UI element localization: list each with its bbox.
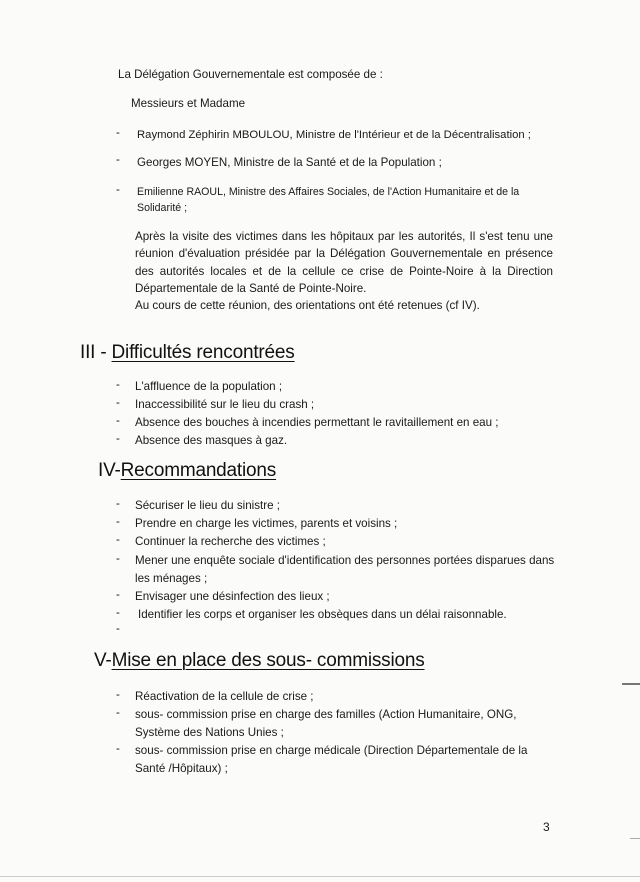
section-heading-recommandations <box>98 460 276 482</box>
list-bullet: - <box>116 688 120 701</box>
list-bullet: - <box>116 606 120 619</box>
list-item-text-line: sous- commission prise en charge médicale (Direction Départementale de la <box>135 744 528 757</box>
section-heading-difficultes <box>80 342 295 364</box>
paragraph-line: Départementale de la Santé de Pointe-Noire. <box>135 281 367 295</box>
list-bullet: - <box>116 126 120 139</box>
list-bullet: - <box>116 622 120 635</box>
list-item-text: Réactivation de la cellule de crise ; <box>135 690 314 703</box>
list-item-text: Absence des masques à gaz. <box>135 434 288 447</box>
list-item-text-line: Emilienne RAOUL, Ministre des Affaires Sociales, de l'Action Humanitaire et de la <box>137 186 520 198</box>
scan-edge-mark <box>630 838 640 839</box>
list-bullet: - <box>116 183 120 196</box>
paragraph-line: Au cours de cette réunion, des orientations ont été retenues (cf IV). <box>135 299 480 313</box>
list-item-text: Inaccessibilité sur le lieu du crash ; <box>135 398 315 411</box>
list-bullet: - <box>116 432 120 445</box>
section-heading-sous-commissions <box>94 650 425 672</box>
list-item-text-line: Solidarité ; <box>137 202 188 214</box>
scan-bottom-edge <box>0 876 640 877</box>
list-item-text: Georges MOYEN, Ministre de la Santé et de la Population ; <box>137 156 442 169</box>
section-title: Mise en place des sous- commissions <box>111 650 425 671</box>
section-title: Recommandations <box>120 460 277 481</box>
list-bullet: - <box>116 497 120 510</box>
list-item-text: Continuer la recherche des victimes ; <box>135 535 326 548</box>
visit-paragraph <box>135 228 553 314</box>
list-item-text: Absence des bouches à incendies permettant le ravitaillement en eau ; <box>135 416 499 429</box>
paragraph-line: des autorités locales et de la cellule ce crise de Pointe-Noire à la Direction <box>135 264 553 278</box>
list-bullet: - <box>116 552 120 565</box>
list-item-text: L'affluence de la population ; <box>135 380 283 393</box>
list-item-text-line: Système des Nations Unies ; <box>135 726 284 739</box>
paragraph-line: réunion d'évaluation présidée par la Délégation Gouvernementale en présence <box>135 247 553 261</box>
list-bullet: - <box>116 396 120 409</box>
list-item-text: Identifier les corps et organiser les obsèques dans un délai raisonnable. <box>138 608 507 621</box>
list-item-text: Envisager une désinfection des lieux ; <box>135 590 330 603</box>
list-item-text-line: les ménages ; <box>135 572 208 585</box>
list-item-text-line: sous- commission prise en charge des familles (Action Humanitaire, ONG, <box>135 708 517 721</box>
list-bullet: - <box>116 515 120 528</box>
section-title: Difficultés rencontrées <box>111 342 295 363</box>
paragraph-line: Après la visite des victimes dans les hôpitaux par les autorités, Il s'est tenu une <box>135 230 553 243</box>
list-item-text: Prendre en charge les victimes, parents et voisins ; <box>135 517 398 530</box>
list-item-text: Sécuriser le lieu du sinistre ; <box>135 499 280 512</box>
section-number: IV- <box>98 460 121 481</box>
list-bullet: - <box>116 706 120 719</box>
scan-edge-mark <box>622 683 640 685</box>
list-bullet: - <box>116 414 120 427</box>
list-item-text: Raymond Zéphirin MBOULOU, Ministre de l'Intérieur et de la Décentralisation ; <box>137 129 531 141</box>
salutation-line: Messieurs et Madame <box>131 97 246 110</box>
composition-line: La Délégation Gouvernementale est composée de : <box>118 68 383 81</box>
list-bullet: - <box>116 588 120 601</box>
list-item-text-line: Santé /Hôpitaux) ; <box>135 762 228 775</box>
list-bullet: - <box>116 153 120 166</box>
section-number: III - <box>80 342 112 363</box>
section-number: V- <box>94 650 112 671</box>
list-item-text-line: Mener une enquête sociale d'identification des personnes portées disparues dans <box>135 554 555 567</box>
list-bullet: - <box>116 378 120 391</box>
list-bullet: - <box>116 742 120 755</box>
list-bullet: - <box>116 533 120 546</box>
page-number: 3 <box>543 820 550 834</box>
